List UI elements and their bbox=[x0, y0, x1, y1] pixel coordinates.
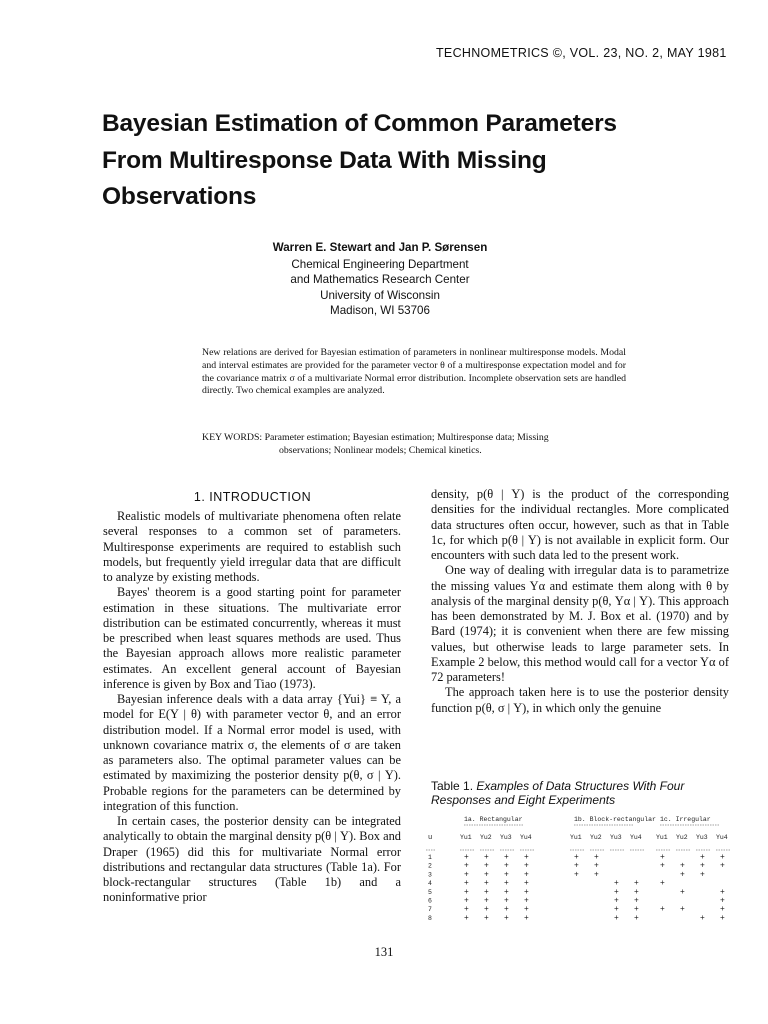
observation-mark: + bbox=[680, 870, 685, 880]
observation-mark: + bbox=[524, 879, 529, 889]
affiliation-line: and Mathematics Research Center bbox=[290, 273, 470, 286]
response-label: Yu1 bbox=[656, 834, 668, 841]
observation-mark: + bbox=[504, 861, 509, 871]
observation-mark: + bbox=[464, 853, 469, 862]
table-graphic bbox=[424, 812, 734, 930]
observation-mark: + bbox=[504, 896, 509, 906]
paragraph: density, p(θ | Y) is the product of the corresponding densities for the individual rectangles. More complicated data structures often occur, however, such as that in Table 1c, for which p(θ | Y) is not available in explicit form. Our encounters with such data led to the present work. bbox=[431, 487, 729, 562]
observation-mark: + bbox=[524, 913, 529, 923]
paragraph: Bayes' theorem is a good starting point for parameter estimation in these situations. The multivariate error distribution can be estimated concurrently, whereas it must be prescribed when least squares methods are used. Thus the Bayesian approach allows more realistic parameter estimates. An excellent general account of Bayesian inference is given by Box and Tiao (1973). bbox=[103, 585, 401, 691]
subtable-label: 1b. Block-rectangular bbox=[574, 816, 656, 823]
observation-mark: + bbox=[614, 896, 619, 906]
observation-mark: + bbox=[484, 887, 489, 897]
response-label: Yu2 bbox=[480, 834, 492, 841]
observation-mark: + bbox=[574, 870, 579, 880]
response-label: Yu1 bbox=[460, 834, 472, 841]
observation-mark: + bbox=[634, 887, 639, 897]
abstract: New relations are derived for Bayesian estimation of parameters in nonlinear multiresponse models. Modal and interval estimates are provided for the parameter vector θ of a multiresponse expectation model and for the covariance matrix σ of a multivariate Normal error distribution. Incomplete observation sets are handled directly. Two chemical examples are analyzed. bbox=[202, 347, 626, 397]
observation-mark: + bbox=[574, 853, 579, 862]
observation-mark: + bbox=[484, 905, 489, 915]
observation-mark: + bbox=[504, 913, 509, 923]
paragraph: In certain cases, the posterior density can be integrated analytically to obtain the marginal density p(θ | Y). Box and Draper (1965) did this for multivariate Normal error distributions and rectangular data structures (Table 1a). For block-rectangular structures (Table 1b) and a noninformative prior bbox=[103, 814, 401, 905]
observation-mark: + bbox=[660, 853, 665, 862]
observation-mark: + bbox=[700, 853, 705, 862]
observation-mark: + bbox=[700, 861, 705, 871]
observation-mark: + bbox=[524, 853, 529, 862]
observation-mark: + bbox=[464, 870, 469, 880]
response-label: Yu3 bbox=[500, 834, 512, 841]
response-label: Yu4 bbox=[630, 834, 642, 841]
observation-mark: + bbox=[504, 887, 509, 897]
observation-mark: + bbox=[614, 913, 619, 923]
paragraph: Bayesian inference deals with a data array {Yui} ≡ Y, a model for E(Y | θ) with parameter vector θ, and an error distribution model. If a Normal error model is used, with unknown covariance matrix σ, the elements of σ are taken as parameters also. The optimal parameter values can be estimated by maximizing the posterior density p(θ, σ | Y). Probable regions for the parameters can be determined by integration of this function. bbox=[103, 692, 401, 813]
observation-mark: + bbox=[634, 879, 639, 889]
affiliation-line: University of Wisconsin bbox=[320, 288, 440, 302]
observation-mark: + bbox=[720, 853, 725, 862]
author-block bbox=[230, 240, 530, 319]
observation-mark: + bbox=[524, 905, 529, 915]
paper-title bbox=[102, 106, 702, 216]
subtable-label: 1a. Rectangular bbox=[464, 816, 523, 823]
author-names: Warren E. Stewart and Jan P. Sørensen bbox=[272, 241, 488, 254]
row-index: 3 bbox=[428, 871, 432, 879]
observation-mark: + bbox=[634, 913, 639, 923]
table-caption-text: Examples of Data Structures With Four Responses and Eight Experiments bbox=[431, 779, 685, 807]
title-line: Observations bbox=[102, 183, 257, 210]
table-caption bbox=[431, 779, 729, 807]
row-index: 5 bbox=[428, 888, 432, 896]
paragraph: Realistic models of multivariate phenomena often relate several responses to a common set of parameters. Multiresponse experiments are required to establish such models, but frequently yield irregular data that are difficult to analyze by existing methods. bbox=[103, 509, 401, 584]
observation-mark: + bbox=[504, 870, 509, 880]
observation-mark: + bbox=[524, 896, 529, 906]
response-label: Yu1 bbox=[570, 834, 582, 841]
observation-mark: + bbox=[720, 896, 725, 906]
page-number: 131 bbox=[374, 945, 394, 959]
keywords-text-continued: observations; Nonlinear models; Chemical kinetics. bbox=[279, 444, 482, 456]
right-column bbox=[431, 487, 729, 716]
observation-mark: + bbox=[700, 913, 705, 923]
paragraph: The approach taken here is to use the posterior density function p(θ, σ | Y), in which only the genuine bbox=[431, 685, 729, 715]
observation-mark: + bbox=[484, 879, 489, 889]
observation-mark: + bbox=[720, 913, 725, 923]
row-index: 2 bbox=[428, 862, 432, 870]
observation-mark: + bbox=[720, 887, 725, 897]
row-index: 4 bbox=[428, 880, 432, 888]
observation-mark: + bbox=[464, 861, 469, 871]
observation-mark: + bbox=[720, 861, 725, 871]
observation-mark: + bbox=[484, 896, 489, 906]
observation-mark: + bbox=[700, 870, 705, 880]
row-index: 1 bbox=[428, 854, 432, 861]
observation-mark: + bbox=[504, 879, 509, 889]
title-line: From Multiresponse Data With Missing bbox=[102, 146, 547, 174]
row-index: 6 bbox=[428, 897, 432, 905]
response-label: Yu3 bbox=[610, 834, 622, 841]
observation-mark: + bbox=[464, 879, 469, 889]
observation-mark: + bbox=[464, 887, 469, 897]
response-label: Yu4 bbox=[520, 834, 532, 841]
observation-mark: + bbox=[614, 887, 619, 897]
observation-mark: + bbox=[594, 861, 599, 871]
observation-mark: + bbox=[484, 913, 489, 923]
observation-mark: + bbox=[660, 905, 665, 915]
data-structure-table bbox=[424, 812, 734, 930]
left-column bbox=[103, 509, 401, 906]
observation-mark: + bbox=[504, 853, 509, 862]
observation-mark: + bbox=[594, 870, 599, 880]
keywords bbox=[202, 432, 626, 458]
observation-mark: + bbox=[574, 861, 579, 871]
observation-mark: + bbox=[660, 861, 665, 871]
row-index-header: u bbox=[428, 834, 433, 842]
observation-mark: + bbox=[484, 861, 489, 871]
row-index: 8 bbox=[428, 914, 432, 922]
response-label: Yu3 bbox=[696, 834, 708, 841]
observation-mark: + bbox=[720, 905, 725, 915]
observation-mark: + bbox=[660, 879, 665, 889]
title-line: Bayesian Estimation of Common Parameters bbox=[102, 110, 617, 137]
keywords-text: Parameter estimation; Bayesian estimation; Multiresponse data; Missing bbox=[264, 432, 549, 443]
keywords-label: KEY WORDS: bbox=[202, 432, 263, 443]
affiliation-line: Chemical Engineering Department bbox=[291, 257, 469, 271]
table-number: Table 1. bbox=[431, 779, 474, 793]
observation-mark: + bbox=[594, 853, 599, 862]
observation-mark: + bbox=[680, 887, 685, 897]
observation-mark: + bbox=[504, 905, 509, 915]
observation-mark: + bbox=[680, 861, 685, 871]
running-header: TECHNOMETRICS ©, VOL. 23, NO. 2, MAY 1981 bbox=[436, 46, 727, 60]
section-heading: 1. INTRODUCTION bbox=[193, 490, 312, 504]
paragraph: One way of dealing with irregular data is to parametrize the missing values Yα and estimate them along with θ by analysis of the marginal density p(θ, Yα | Y). This approach has been demonstrated by M. J. Box et al. (1970) and by Bard (1974); it is convenient when there are few missing values, but otherwise leads to large parameter sets. In Example 2 below, this method would call for a vector Yα of 72 parameters! bbox=[431, 563, 729, 684]
observation-mark: + bbox=[634, 896, 639, 906]
observation-mark: + bbox=[524, 887, 529, 897]
observation-mark: + bbox=[634, 905, 639, 915]
observation-mark: + bbox=[484, 870, 489, 880]
observation-mark: + bbox=[524, 861, 529, 871]
observation-mark: + bbox=[614, 905, 619, 915]
response-label: Yu2 bbox=[590, 834, 602, 841]
observation-mark: + bbox=[614, 879, 619, 889]
observation-mark: + bbox=[524, 870, 529, 880]
observation-mark: + bbox=[464, 913, 469, 923]
observation-mark: + bbox=[680, 905, 685, 915]
row-index: 7 bbox=[428, 906, 432, 914]
observation-mark: + bbox=[464, 896, 469, 906]
affiliation-line: Madison, WI 53706 bbox=[330, 304, 430, 317]
subtable-label: 1c. Irregular bbox=[660, 816, 711, 823]
observation-mark: + bbox=[484, 853, 489, 862]
response-label: Yu2 bbox=[676, 834, 688, 841]
observation-mark: + bbox=[464, 905, 469, 915]
response-label: Yu4 bbox=[716, 834, 728, 841]
